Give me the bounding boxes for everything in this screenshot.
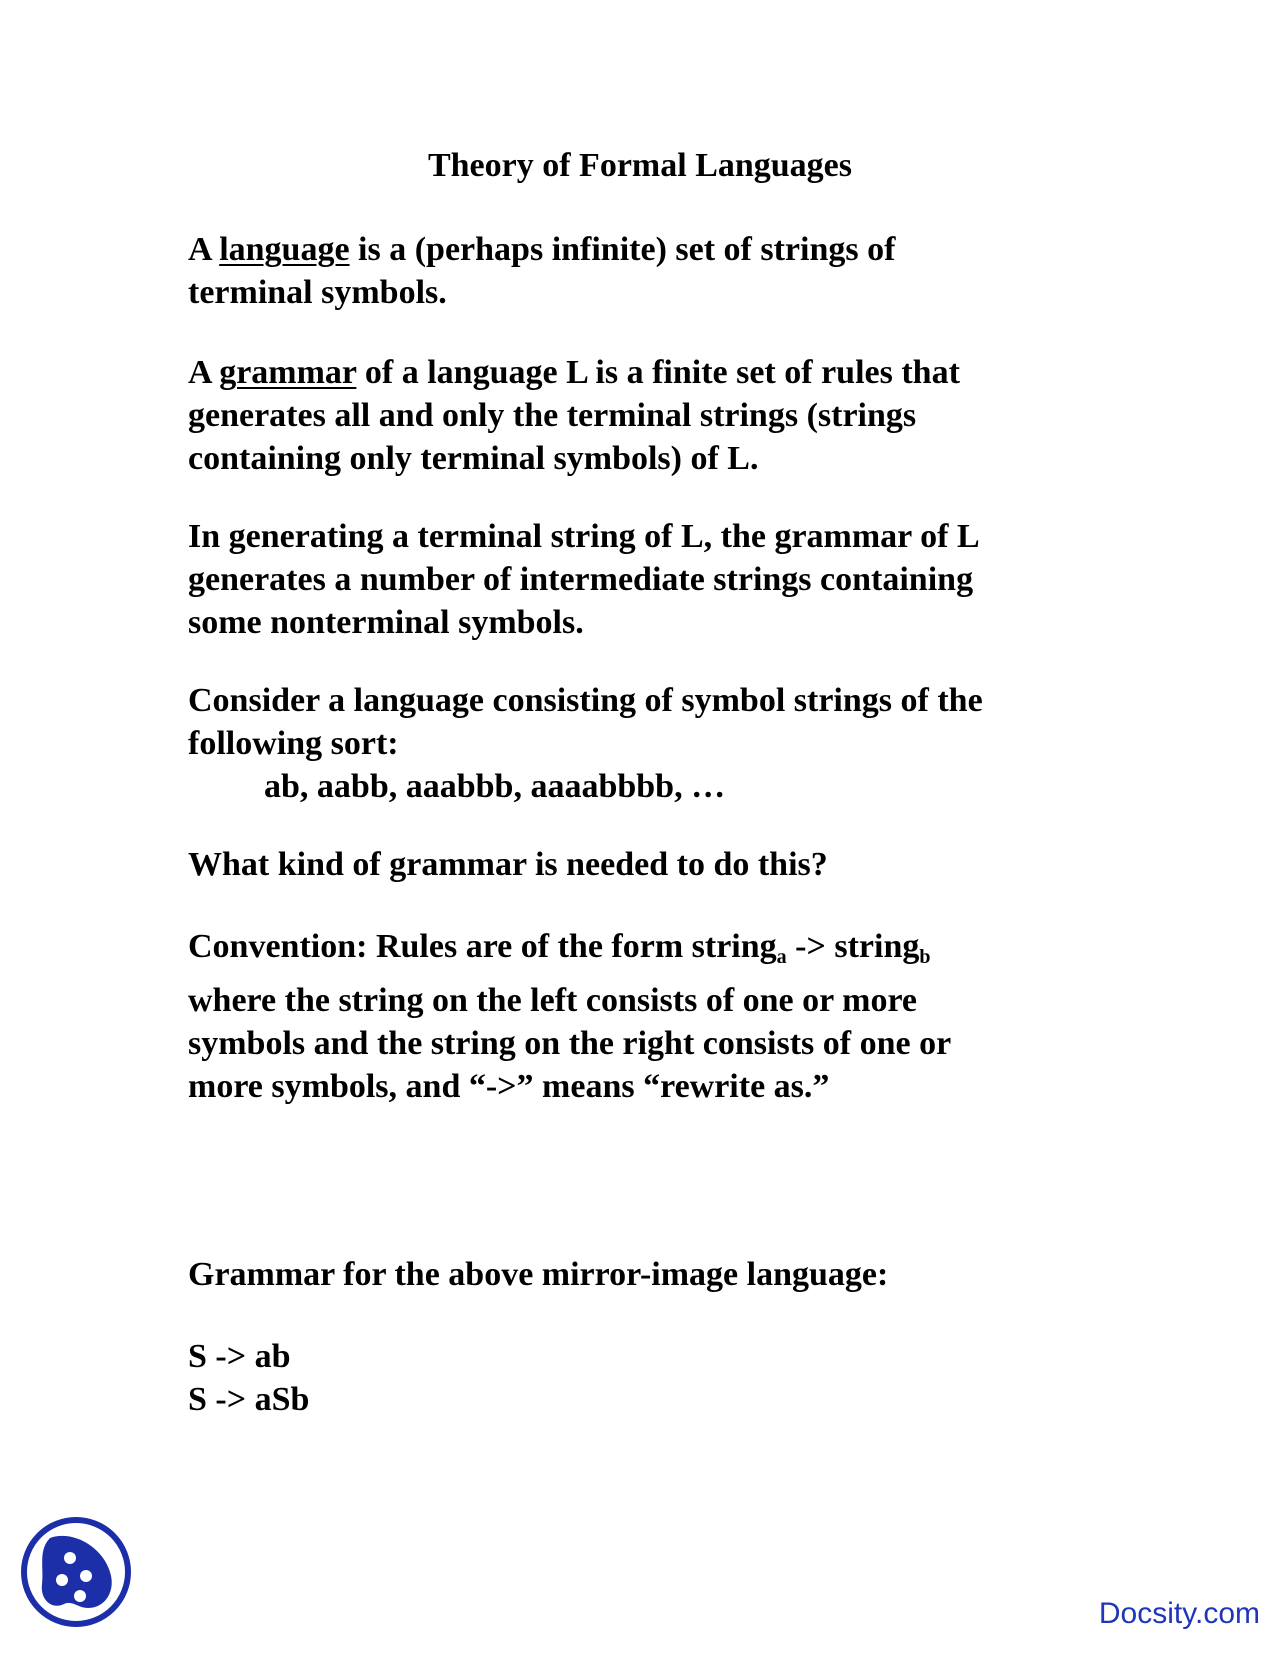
paragraph-line: containing only terminal symbols) of L. bbox=[188, 440, 759, 477]
subscript-a: a bbox=[776, 946, 787, 968]
grammar-rule: S -> aSb bbox=[188, 1381, 310, 1418]
paragraph-line: Consider a language consisting of symbol strings of the bbox=[188, 682, 983, 719]
docsity-logo-icon bbox=[20, 1516, 132, 1628]
paragraph-grammar-definition bbox=[188, 351, 1088, 480]
term-language: language bbox=[219, 231, 350, 268]
paragraph-example-language bbox=[188, 679, 1088, 808]
paragraph-line: some nonterminal symbols. bbox=[188, 604, 584, 641]
subscript-b: b bbox=[919, 946, 931, 968]
text-fragment: Convention: Rules are of the form string bbox=[188, 928, 777, 965]
paragraph-language-definition bbox=[188, 228, 1088, 314]
grammar-rules bbox=[188, 1335, 1088, 1421]
paragraph-line: Grammar for the above mirror-image language: bbox=[188, 1256, 889, 1293]
paragraph-grammar-heading bbox=[188, 1253, 1088, 1296]
paragraph-convention bbox=[188, 925, 1088, 1108]
page-title: Theory of Formal Languages bbox=[427, 147, 853, 184]
text-fragment: -> string bbox=[786, 928, 920, 965]
paragraph-question bbox=[188, 843, 1088, 886]
paragraph-generation bbox=[188, 515, 1088, 644]
grammar-rule: S -> ab bbox=[188, 1338, 291, 1375]
paragraph-line: In generating a terminal string of L, the grammar of L bbox=[188, 518, 980, 555]
paragraph-line bbox=[188, 228, 1088, 271]
text-fragment: of a language L is a finite set of rules that bbox=[356, 354, 960, 391]
docsity-brand-text[interactable]: Docsity.com bbox=[1098, 1597, 1260, 1630]
text-fragment: A bbox=[188, 231, 220, 268]
paragraph-line: symbols and the string on the right consists of one or bbox=[188, 1025, 952, 1062]
term-grammar: grammar bbox=[219, 354, 357, 391]
paragraph-line: What kind of grammar is needed to do this? bbox=[188, 846, 828, 883]
text-fragment: is a (perhaps infinite) set of strings of bbox=[349, 231, 896, 268]
paragraph-line: generates all and only the terminal strings (strings bbox=[188, 397, 917, 434]
text-fragment: A bbox=[188, 354, 220, 391]
paragraph-line bbox=[188, 351, 1088, 394]
paragraph-line: where the string on the left consists of one or more bbox=[188, 982, 918, 1019]
paragraph-line: generates a number of intermediate strings containing bbox=[188, 561, 974, 598]
paragraph-line: following sort: bbox=[188, 725, 399, 762]
paragraph-line bbox=[188, 925, 1088, 979]
paragraph-line: more symbols, and “->” means “rewrite as.” bbox=[188, 1068, 830, 1105]
example-strings: ab, aabb, aaabbb, aaaabbbb, … bbox=[264, 768, 726, 805]
paragraph-line: terminal symbols. bbox=[188, 274, 447, 311]
